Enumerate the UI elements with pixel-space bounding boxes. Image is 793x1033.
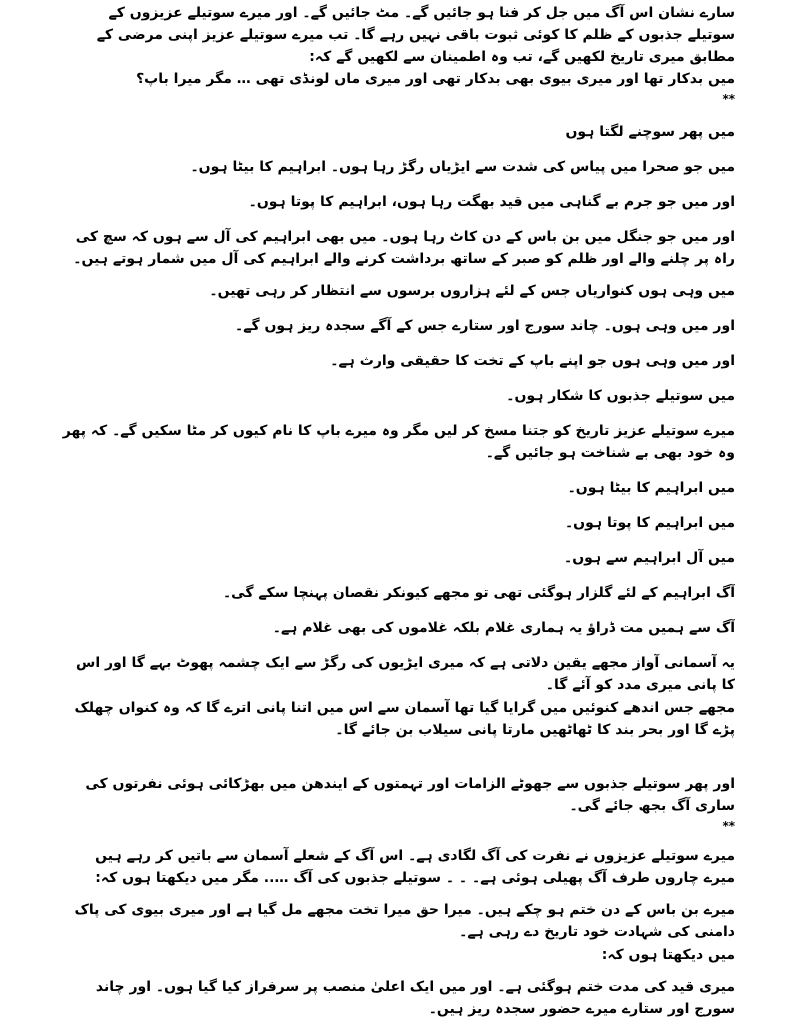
paragraph-15: آگ ابراہیم کے لئے گلزار ہوگئی تھی تو مجھے کیونکر نقصان پہنچا سکے گی۔ [222,585,735,601]
paragraph-19: اور پھر سوتیلے جذبوں سے جھوٹے الزامات اور تہمتوں کے ایندھن میں بھڑکائی ہوئی نفرتوں کی ساری آگ بجھ جائے گی۔ [85,776,735,814]
paragraph-8: اور میں وہی ہوں۔ چاند سورج اور ستارے جس کے آگے سجدہ ریز ہوں گے۔ [235,318,735,334]
paragraph-12: میں ابراہیم کا بیٹا ہوں۔ [567,480,735,496]
paragraph-17: یہ آسمانی آواز مجھے یقین دلاتی ہے کہ میری ایڑیوں کی رگڑ سے ایک چشمہ پھوٹ بہے گا اور اس کا پانی میری مدد کو آئے گا۔ [76,655,735,693]
paragraph-16: آگ سے ہمیں مت ڈراؤ یہ ہماری غلام بلکہ غلاموں کی بھی غلام ہے۔ [272,620,735,636]
paragraph-6: اور میں جو جنگل میں بن باس کے دن کاٹ رہا ہوں۔ میں بھی ابراہیم کی آل سے ہوں کہ سچ کی راہ پر چلنے والے اور ظلم کو صبر کے ساتھ برداشت کرنے والے ابراہیم کی آل میں شمار ہوتے ہیں۔ [73,229,735,267]
paragraph-11: میرے سوتیلے عزیز تاریخ کو جتنا مسخ کر لیں مگر وہ میرے باپ کا نام کیوں کر مٹا سکیں گے۔ کہ پھر وہ خود بھی بے شناخت ہو جائیں گے۔ [62,423,735,461]
paragraph-10: میں سوتیلے جذبوں کا شکار ہوں۔ [506,388,735,404]
paragraph-4: میں جو صحرا میں پیاس کی شدت سے ایڑیاں رگڑ رہا ہوں۔ ابراہیم کا بیٹا ہوں۔ [190,159,735,175]
paragraph-22: میں دیکھتا ہوں کہ: [601,947,735,963]
paragraph-20: میرے سوتیلے عزیزوں نے نفرت کی آگ لگادی ہے۔ اس آگ کے شعلے آسمان سے باتیں کر رہے ہیں میرے چاروں طرف آگ پھیلی ہوئی ہے۔ ۔ ۔ سوتیلے جذبوں کی آگ ….. مگر میں دیکھتا ہوں کہ: [95,848,735,886]
section-separator-1: ** [722,92,735,106]
paragraph-5: اور میں جو جرم بے گناہی میں قید بھگت رہا ہوں، ابراہیم کا پوتا ہوں۔ [248,194,735,210]
paragraph-2: میں بدکار تھا اور میری بیوی بھی بدکار تھی اور میری ماں لونڈی تھی … مگر میرا باپ؟ [136,71,735,87]
paragraph-9: اور میں وہی ہوں جو اپنے باپ کے تخت کا حقیقی وارث ہے۔ [330,353,735,369]
paragraph-13: میں ابراہیم کا پوتا ہوں۔ [564,515,735,531]
section-separator-2: ** [722,819,735,833]
paragraph-14: میں آل ابراہیم سے ہوں۔ [564,550,735,566]
paragraph-1: سارے نشان اس آگ میں جل کر فنا ہو جائیں گے۔ مٹ جائیں گے۔ اور میرے سوتیلے عزیزوں کے سوتیلے جذبوں کے ظلم کا کوئی ثبوت باقی نہیں رہے گا۔ تب میرے سوتیلے عزیز اپنی مرضی کے مطابق میری تاریخ لکھیں گے، تب وہ اطمینان سے لکھیں گے کہ: [96,5,735,65]
paragraph-21: میرے بن باس کے دن ختم ہو چکے ہیں۔ میرا حق میرا تخت مجھے مل گیا ہے اور میری بیوی کی پاک دامنی کی شہادت خود تاریخ دے رہی ہے۔ [74,902,735,940]
paragraph-3: میں پھر سوچنے لگتا ہوں [565,124,735,140]
paragraph-7: میں وہی ہوں کنواریاں جس کے لئے ہزاروں برسوں سے انتظار کر رہی تھیں۔ [209,283,735,299]
paragraph-23: میری قید کی مدت ختم ہوگئی ہے۔ اور میں ایک اعلیٰ منصب پر سرفراز کیا گیا ہوں۔ اور چاند سورج اور ستارے میرے حضور سجدہ ریز ہیں۔ [95,979,735,1017]
paragraph-18: مجھے جس اندھے کنوئیں میں گرایا گیا تھا آسمان سے اس میں اتنا پانی اترے گا کہ وہ کنواں چھلک پڑے گا اور بحر بند کا ٹھاٹھیں مارتا پانی سیلاب بن جائے گا۔ [74,700,735,738]
